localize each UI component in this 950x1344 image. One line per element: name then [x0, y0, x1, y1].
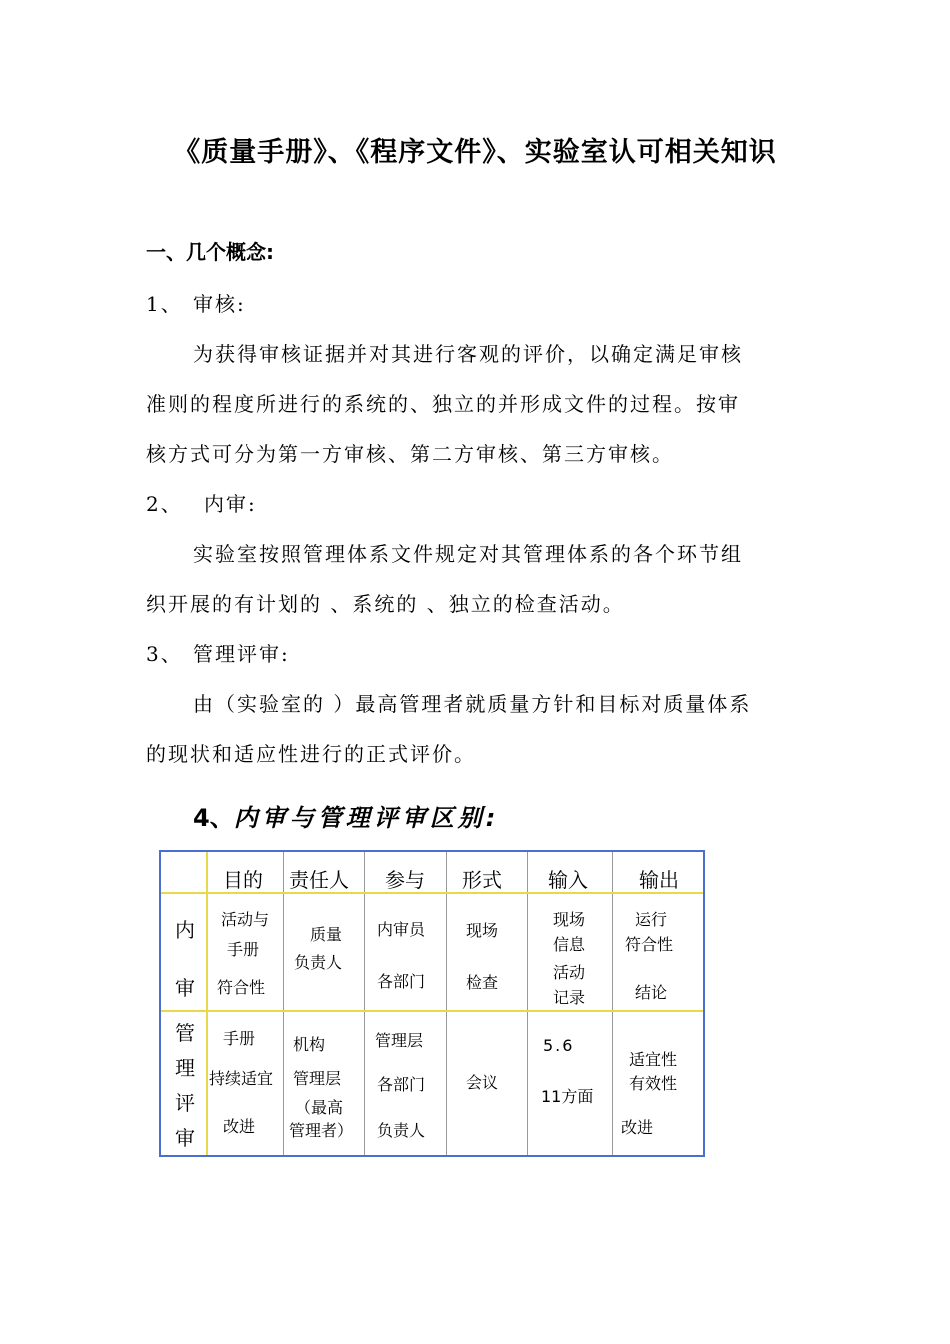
item-3-label: 管理评审:: [193, 642, 290, 666]
document-title: 《质量手册》、《程序文件》、实验室认可相关知识: [173, 137, 777, 168]
item-2-number: 2、: [146, 492, 183, 516]
item-1-line-2: 准则的程度所进行的系统的、独立的并形成文件的过程。按审: [146, 392, 740, 416]
header-output: 输出: [639, 868, 679, 892]
row-internal-audit-label-2: 审: [175, 976, 195, 1000]
item-2-line-1: 实验室按照管理体系文件规定对其管理体系的各个环节组: [193, 542, 743, 566]
header-purpose: 目的: [223, 868, 263, 892]
row1-owner-1: 质量: [310, 925, 343, 944]
item-1-label: 审核:: [193, 292, 246, 316]
row2-output-3: 改进: [621, 1118, 654, 1137]
row2-input-1: 5.6: [543, 1036, 575, 1055]
row2-output-2: 有效性: [629, 1074, 678, 1093]
row2-owner-1: 机构: [293, 1035, 326, 1054]
row1-form-1: 现场: [466, 921, 499, 940]
row1-input-3: 活动: [553, 963, 586, 982]
row-management-review-label-3: 评: [175, 1091, 195, 1115]
row-internal-audit-label-1: 内: [175, 918, 195, 942]
item-3-number: 3、: [146, 642, 183, 666]
row1-participants-2: 各部门: [377, 972, 426, 991]
row2-input-2: 11方面: [541, 1087, 594, 1106]
row1-purpose-2: 手册: [227, 940, 260, 959]
section-4-title: 内审与管理评审区别: [233, 804, 486, 832]
row2-owner-4: 管理者）: [289, 1121, 354, 1140]
row1-output-3: 结论: [635, 983, 668, 1002]
row1-output-2: 符合性: [625, 935, 674, 954]
row1-purpose-3: 符合性: [217, 978, 266, 997]
header-participants: 参与: [385, 868, 425, 892]
row2-participants-3: 负责人: [377, 1121, 426, 1140]
item-1-line-1: 为获得审核证据并对其进行客观的评价，以确定满足审核: [193, 342, 743, 366]
header-form: 形式: [462, 868, 502, 892]
row2-output-1: 适宜性: [629, 1050, 678, 1069]
row1-form-2: 检查: [466, 973, 499, 992]
row-management-review-label-1: 管: [175, 1021, 195, 1045]
row2-purpose-3: 改进: [223, 1117, 256, 1136]
header-input: 输入: [548, 868, 588, 892]
row-management-review-label-2: 理: [175, 1056, 195, 1080]
row2-participants-1: 管理层: [375, 1031, 424, 1050]
row2-form-1: 会议: [466, 1073, 499, 1092]
row2-participants-2: 各部门: [377, 1075, 426, 1094]
comparison-table: [159, 850, 705, 1157]
item-3-line-1: 由（实验室的 ）最高管理者就质量方针和目标对质量体系: [193, 692, 752, 716]
row1-output-1: 运行: [635, 910, 668, 929]
row2-owner-3: （最高: [295, 1098, 344, 1117]
row1-input-1: 现场: [553, 910, 586, 929]
row1-participants-1: 内审员: [377, 920, 426, 939]
item-2-line-2: 织开展的有计划的 、系统的 、独立的检查活动。: [146, 592, 625, 616]
row2-owner-2: 管理层: [293, 1069, 342, 1088]
item-1-number: 1、: [146, 292, 183, 316]
section-4-number: 4、: [193, 804, 234, 832]
row1-input-2: 信息: [553, 935, 586, 954]
row2-purpose-1: 手册: [223, 1029, 256, 1048]
item-3-line-2: 的现状和适应性进行的正式评价。: [146, 742, 476, 766]
row1-input-4: 记录: [553, 988, 586, 1007]
item-1-line-3: 核方式可分为第一方审核、第二方审核、第三方审核。: [146, 442, 674, 466]
item-2-label: 内审:: [204, 492, 257, 516]
row1-owner-2: 负责人: [294, 953, 343, 972]
header-owner: 责任人: [289, 868, 349, 892]
row-management-review-label-4: 审: [175, 1126, 195, 1150]
section-heading-comparison: [193, 798, 495, 833]
section-heading-concepts: 一、几个概念:: [146, 240, 274, 264]
section-4-colon: :: [485, 804, 496, 832]
row1-purpose-1: 活动与: [221, 910, 270, 929]
row2-purpose-2: 持续适宜: [209, 1069, 274, 1088]
